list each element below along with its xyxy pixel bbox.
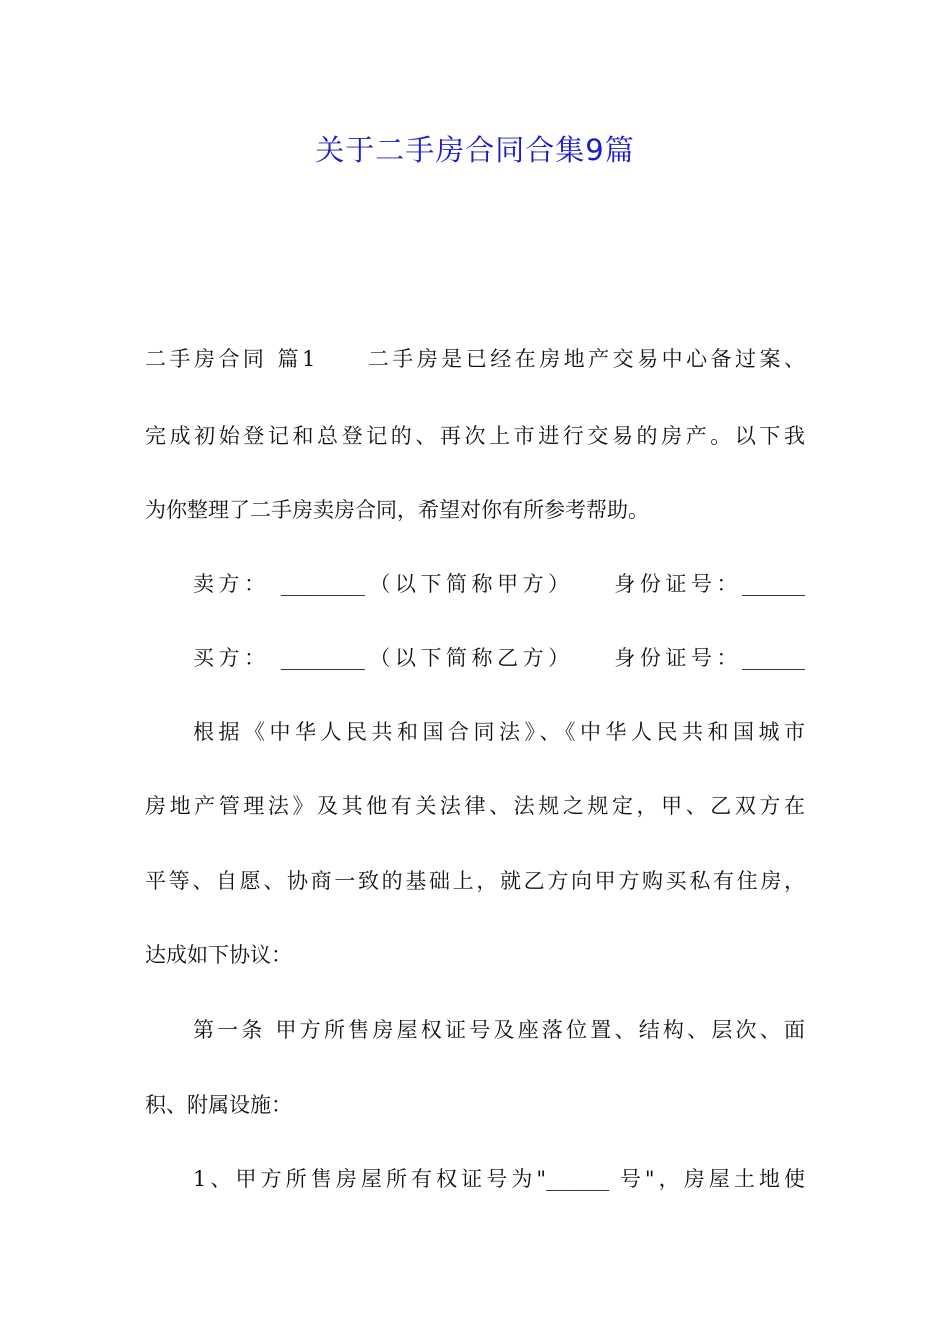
paragraph-line-8: 平等、自愿、协商一致的基础上，就乙方向甲方购买私有住房，: [145, 869, 805, 893]
paragraph-line-2: 完成初始登记和总登记的、再次上市进行交易的房产。以下我: [145, 424, 805, 448]
paragraph-line-6: 根据《中华人民共和国合同法》、《中华人民共和国城市: [193, 720, 805, 744]
article-one-line-1: 第一条 甲方所售房屋权证号及座落位置、结构、层次、面: [193, 1018, 805, 1042]
paragraph-line-1: 二手房合同 篇1 二手房是已经在房地产交易中心备过案、: [145, 347, 805, 371]
paragraph-line-3: 为你整理了二手房卖房合同，希望对你有所参考帮助。: [145, 498, 649, 522]
paragraph-line-7: 房地产管理法》及其他有关法律、法规之规定，甲、乙双方在: [145, 794, 805, 818]
article-one-line-2: 积、附属设施：: [145, 1093, 292, 1117]
seller-line: 卖方： ________（以下简称甲方） 身份证号：______: [193, 572, 805, 596]
paragraph-line-9: 达成如下协议：: [145, 943, 292, 967]
document-title: 关于二手房合同合集9篇: [315, 133, 635, 167]
buyer-line: 买方： ________（以下简称乙方） 身份证号：______: [193, 646, 805, 670]
clause-one-line: 1、甲方所售房屋所有权证号为"______ 号"，房屋土地使: [193, 1167, 805, 1191]
